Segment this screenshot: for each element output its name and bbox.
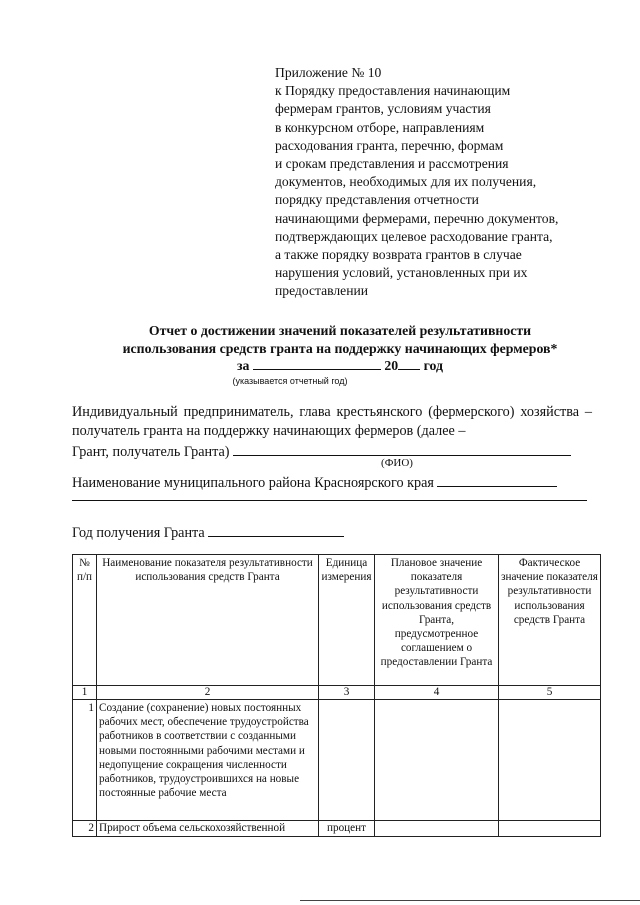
report-title-line2: использования средств гранта на поддержку начинающих фермеров* (122, 340, 558, 356)
header-unit: Единица измерения (319, 555, 375, 686)
fio-hint: (ФИО) (381, 457, 413, 469)
table-header-row (73, 555, 601, 686)
row-indicator-name: Прирост объема сельскохозяйственной (97, 821, 319, 837)
appendix-line: Приложение № 10 (275, 65, 382, 80)
row-unit[interactable] (319, 700, 375, 821)
appendix-line: предоставлении (275, 283, 369, 299)
report-title (60, 322, 620, 357)
row-indicator-name: Создание (сохранение) новых постоянных рабочих мест, обеспечение трудоустройства работников в соответствии с созданными новыми постоянными рабочими местами и недопущение сокращения численности работников, трудоустроившихся на новые постоянные рабочие места (97, 700, 319, 821)
entrepreneur-paragraph (72, 403, 592, 462)
appendix-line: расходования гранта, перечню, формам (275, 137, 504, 153)
recipient-label: Грант, получатель Гранта) (72, 444, 230, 460)
header-planned-value: Плановое значение показателя результативности использования средств Гранта, предусмотренное соглашением о предоставлении Гранта (375, 555, 499, 686)
row-actual-value[interactable] (499, 700, 601, 821)
appendix-line: в конкурсном отборе, направлениям (275, 119, 485, 135)
header-number: № п/п (73, 555, 97, 686)
column-number: 1 (73, 686, 97, 700)
appendix-line: начинающими фермерами, перечню документов, (275, 210, 559, 226)
appendix-line: а также порядку возврата грантов в случае (275, 247, 522, 263)
grant-year-row (72, 522, 344, 542)
municipal-row (72, 472, 592, 492)
entrepreneur-text: Индивидуальный предприниматель, глава крестьянского (фермерского) хозяйства – получатель гранта на поддержку начинающих фермеров (далее – (72, 404, 592, 439)
row-unit: процент (319, 821, 375, 837)
appendix-line: порядку представления отчетности (275, 192, 479, 208)
report-title-line1: Отчет о достижении значений показателей результативности (148, 323, 532, 338)
municipal-label: Наименование муниципального района Красноярского края (72, 475, 434, 491)
grant-year-label: Год получения Гранта (72, 525, 205, 541)
period-year-field[interactable] (398, 356, 420, 370)
column-number: 4 (375, 686, 499, 700)
row-actual-value[interactable] (499, 821, 601, 837)
recipient-line (72, 441, 592, 462)
appendix-line: документов, необходимых для их получения, (275, 174, 537, 190)
appendix-line: к Порядку предоставления начинающим (275, 83, 511, 99)
indicators-table (72, 554, 601, 837)
row-number: 2 (73, 821, 97, 837)
period-suffix: год (423, 358, 443, 373)
appendix-line: нарушения условий, установленных при их (275, 265, 528, 281)
municipal-field-continuation[interactable] (72, 500, 587, 501)
row-planned-value[interactable] (375, 821, 499, 837)
column-number: 3 (319, 686, 375, 700)
appendix-block (275, 64, 615, 301)
period-year-prefix: 20 (384, 358, 399, 373)
appendix-line: подтверждающих целевое расходование гранта, (275, 228, 553, 244)
report-period (60, 356, 620, 374)
municipal-field[interactable] (437, 472, 557, 487)
header-actual-value: Фактическое значение показателя результативности использования средств Гранта (499, 555, 601, 686)
row-number: 1 (73, 700, 97, 821)
column-number: 2 (97, 686, 319, 700)
period-blank-field[interactable] (253, 356, 381, 370)
header-indicator-name: Наименование показателя результативности использования средств Гранта (97, 555, 319, 686)
period-prefix: за (236, 358, 250, 373)
grant-year-field[interactable] (208, 522, 344, 537)
column-number-row (73, 686, 601, 700)
column-number: 5 (499, 686, 601, 700)
table-row (73, 700, 601, 821)
period-hint: (указывается отчетный год) (232, 376, 348, 386)
row-planned-value[interactable] (375, 700, 499, 821)
recipient-name-field[interactable] (233, 441, 571, 456)
page-bottom-rule (300, 900, 640, 901)
appendix-line: и срокам представления и рассмотрения (275, 156, 509, 172)
appendix-line: фермерам грантов, условиям участия (275, 101, 491, 117)
table-row (73, 821, 601, 837)
